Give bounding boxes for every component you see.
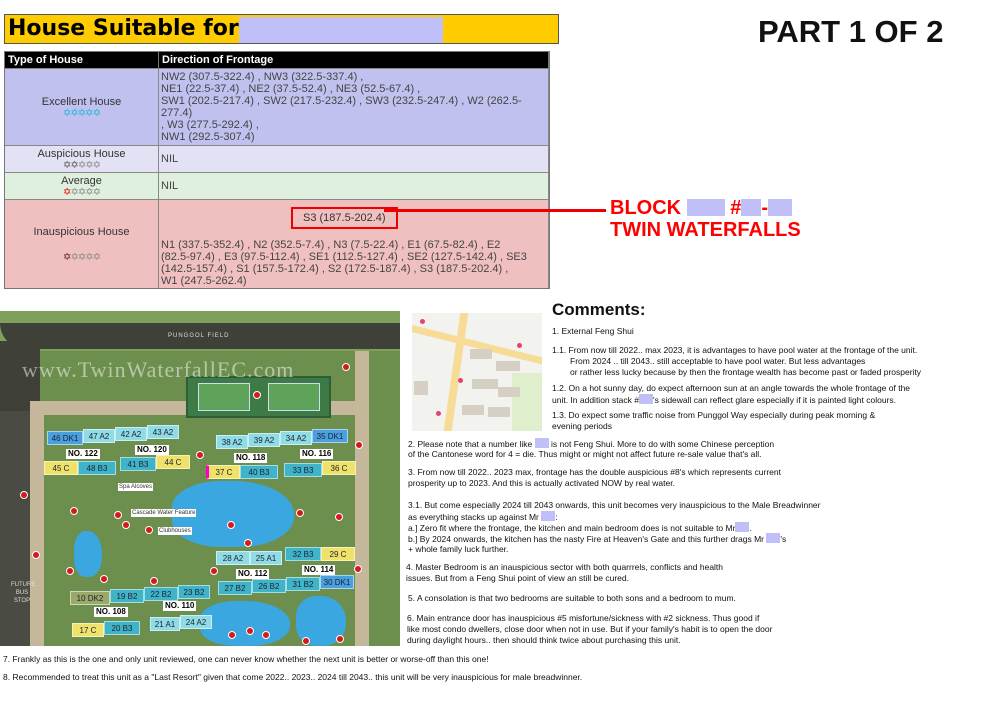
comment-line: evening periods	[552, 421, 613, 431]
map-pin-icon	[355, 441, 363, 449]
star-rating-icon: ✡✡✡✡✡	[63, 107, 100, 119]
unit-block: 46 DK1	[47, 431, 83, 445]
unit-block: 36 C	[322, 461, 356, 475]
unit-block: 26 B2	[252, 579, 286, 593]
direction-line: , W3 (277.5-292.4) ,	[161, 119, 259, 131]
map-pin-icon	[100, 575, 108, 583]
comment-text: b.] By 2024 onwards, the kitchen has the nasty Fire at Heaven's Gate and this further drags Mr	[408, 534, 764, 544]
table-row-auspicious	[5, 145, 549, 172]
block-number: NO. 118	[236, 453, 266, 462]
unit-block: 38 A2	[216, 435, 248, 449]
map-pin-icon	[302, 637, 310, 645]
unit-block: 24 A2	[180, 615, 212, 629]
type-label: Inauspicious House	[33, 225, 130, 238]
unit-block: 41 B3	[120, 457, 156, 471]
direction-line: (142.5-157.4) , S1 (157.5-172.4) , S2 (172.5-187.4) , S3 (187.5-202.4) ,	[161, 263, 509, 275]
unit-block: 29 C	[321, 547, 355, 561]
redacted-name	[735, 522, 752, 533]
map-pin-icon	[66, 567, 74, 575]
map-pin-icon	[114, 511, 122, 519]
type-label: Auspicious House	[37, 147, 126, 160]
direction-line: NE1 (22.5-37.4) , NE2 (37.5-52.4) , NE3 (52.5-67.4) ,	[161, 83, 421, 95]
comment-line: or rather less lucky because by then the frontage wealth has become past or faded prosperity	[570, 367, 922, 377]
unit-block: 22 B2	[144, 587, 178, 601]
direction-line: N1 (337.5-352.4) , N2 (352.5-7.4) , N3 (7.5-22.4) , E1 (67.5-82.4) , E2	[161, 239, 501, 251]
callout-dash: -	[761, 197, 769, 219]
block-number: NO. 120	[137, 445, 167, 454]
callout-arrow-line	[384, 209, 606, 212]
map-pin-icon	[354, 565, 362, 573]
unit-block: 39 A2	[248, 433, 280, 447]
comment-line: prosperity up to 2023. And this is actually activated NOW by real water.	[408, 478, 675, 488]
map-pin-icon	[336, 635, 344, 643]
map-pin-icon	[145, 526, 153, 534]
comment-line: + whole family luck further.	[408, 544, 509, 554]
direction-value: NIL	[159, 145, 549, 172]
map-pin-icon	[246, 627, 254, 635]
table-row-average	[5, 172, 549, 199]
title-banner	[4, 14, 559, 44]
unit-block: 25 A1	[250, 551, 282, 565]
comment-line: 1.1. From now till 2022.. max 2023, it is advantages to have pool water at the frontage of the unit.	[552, 345, 918, 355]
road-label: PUNGGOL FIELD	[168, 333, 230, 339]
page-title: House Suitable for	[8, 16, 239, 41]
block-number: NO. 122	[68, 449, 98, 458]
unit-block: 28 A2	[216, 551, 250, 565]
comments-heading: Comments:	[552, 300, 646, 319]
comment-line: of the Cantonese word for 4 = die. Thus might or might not affect future re-sale value that's all.	[408, 449, 762, 459]
unit-block: 32 B3	[285, 547, 321, 561]
direction-line: NW1 (292.5-307.4)	[161, 131, 255, 143]
comment-text: .	[749, 523, 752, 533]
unit-block: 21 A1	[150, 617, 180, 631]
comment-text: :	[555, 512, 558, 522]
map-pin-icon	[122, 521, 130, 529]
map-pin-icon	[342, 363, 350, 371]
comment-line: 5. A consolation is that two bedrooms are suitable to both sons and a bedroom to mum.	[408, 593, 736, 603]
type-label: Excellent House	[41, 95, 122, 108]
comment-text: is not Feng Shui. More to do with some Chinese perception	[551, 439, 775, 449]
unit-block: 40 B3	[240, 465, 278, 479]
unit-callout	[610, 197, 801, 241]
comment-text: unit. In addition stack #	[552, 395, 639, 405]
block-number: NO. 112	[238, 569, 268, 578]
unit-block: 48 B3	[78, 461, 116, 475]
table-header	[5, 52, 549, 68]
star-rating-icon: ✡✡✡✡✡	[63, 186, 100, 198]
map-pin-icon	[210, 567, 218, 575]
comment-line: issues. But from a Feng Shui point of view an still be cured.	[406, 573, 630, 583]
redacted-floor	[741, 199, 761, 216]
comment-text: 's sidewall can reflect glare especially if it is painted light colours.	[652, 395, 896, 405]
comment-line: during daylight hours.. then should think twice about purchasing this unit.	[407, 635, 681, 645]
direction-line: NW2 (307.5-322.4) , NW3 (322.5-337.4) ,	[161, 71, 364, 83]
block-number: NO. 108	[96, 607, 126, 616]
unit-block: 45 C	[44, 461, 78, 475]
redacted-name	[239, 17, 443, 43]
map-pin-icon	[20, 491, 28, 499]
header-type: Type of House	[5, 52, 159, 68]
block-number: NO. 110	[165, 601, 195, 610]
unit-block: 35 DK1	[312, 429, 348, 443]
unit-block: 10 DK2	[70, 591, 110, 605]
highlighted-direction: S3 (187.5-202.4)	[291, 207, 398, 229]
comment-text: as everything stacks up against Mr	[408, 512, 539, 522]
watermark: www.TwinWaterfallEC.com	[22, 357, 295, 382]
unit-block: 43 A2	[147, 425, 179, 439]
star-rating-icon: ✡✡✡✡✡	[63, 251, 100, 263]
direction-value: NIL	[159, 172, 549, 199]
unit-block: 20 B3	[104, 621, 140, 635]
frontage-table	[4, 51, 550, 289]
unit-block: 44 C	[156, 455, 190, 469]
direction-line: SW1 (202.5-217.4) , SW2 (217.5-232.4) , SW3 (232.5-247.4) , W2 (262.5-277.4)	[161, 95, 522, 119]
comment-line: 1.3. Do expect some traffic noise from Punggol Way especially during peak morning &	[552, 410, 876, 420]
callout-project-name: TWIN WATERFALLS	[610, 219, 801, 241]
comment-line: 8. Recommended to treat this unit as a "Last Resort" given that come 2022.. 2023.. 2024 till 2043.. this unit will be very inauspicious for male breadwinner.	[3, 672, 583, 682]
redacted-stack	[639, 394, 653, 404]
unit-block: 19 B2	[110, 589, 144, 603]
site-plan-image	[0, 311, 400, 646]
comment-text: a.] Zero fit where the frontage, the kitchen and main bedroom does is not suitable to Mr	[408, 523, 736, 533]
table-row-excellent	[5, 68, 549, 145]
facility-label: Spa Alcoves	[119, 484, 153, 490]
block-number: NO. 114	[304, 565, 334, 574]
unit-block: 33 B3	[284, 463, 322, 477]
callout-hash: #	[730, 197, 742, 219]
comment-line: 3.1. But come especially 2024 till 2043 onwards, this unit becomes very inauspicious to the Male Breadwinner	[408, 500, 821, 510]
callout-block-label: BLOCK	[610, 197, 682, 219]
comment-line: 3. From now till 2022.. 2023 max, frontage has the double auspicious #8's which represents current	[408, 467, 781, 477]
redacted-block	[687, 199, 725, 216]
unit-block: 23 B2	[178, 585, 210, 599]
facility-label: Cascade Water Feature	[132, 510, 196, 516]
direction-line: W1 (247.5-262.4)	[161, 275, 247, 287]
table-row-inauspicious	[5, 199, 549, 288]
comment-line: 6. Main entrance door has inauspicious #5 misfortune/sickness with #2 sickness. Thus good if	[407, 613, 760, 623]
facility-label: FUTURE BUS STOP	[11, 582, 36, 604]
unit-block: 34 A2	[280, 431, 312, 445]
unit-block: 42 A2	[115, 427, 147, 441]
redacted-unit	[768, 199, 792, 216]
redacted-number	[535, 438, 549, 448]
map-pin-icon	[150, 577, 158, 585]
type-label: Average	[61, 174, 102, 187]
map-pin-icon	[227, 521, 235, 529]
part-label: PART 1 OF 2	[758, 14, 944, 49]
comment-line	[552, 394, 896, 406]
map-pin-icon	[196, 451, 204, 459]
map-pin-icon	[228, 631, 236, 639]
map-pin-icon	[70, 507, 78, 515]
unit-block: 31 B2	[286, 577, 320, 591]
comment-text: 's	[780, 534, 787, 544]
map-pin-icon	[335, 513, 343, 521]
direction-line: (82.5-97.4) , E3 (97.5-112.4) , SE1 (112.5-127.4) , SE2 (127.5-142.4) , SE3	[161, 251, 527, 263]
comment-line: 1. External Feng Shui	[552, 326, 634, 336]
map-pin-icon	[296, 509, 304, 517]
star-rating-icon: ✡✡✡✡✡	[63, 159, 100, 171]
map-pin-icon	[244, 539, 252, 547]
comment-line: From 2024 .. till 2043.. still acceptable to have pool water. But less advantages	[570, 356, 866, 366]
redacted-name	[541, 511, 558, 522]
header-direction: Direction of Frontage	[159, 52, 549, 68]
map-pin-icon	[262, 631, 270, 639]
unit-block-highlighted: 37 C	[206, 465, 240, 479]
comment-line: 7. Frankly as this is the one and only unit reviewed, one can never know whether the next unit is better or worse-off than this one!	[3, 654, 489, 664]
block-number: NO. 116	[302, 449, 332, 458]
location-map-image	[412, 313, 542, 431]
unit-block: 27 B2	[218, 581, 252, 595]
map-pin-icon	[32, 551, 40, 559]
unit-block: 47 A2	[83, 429, 115, 443]
redacted-name	[766, 533, 780, 543]
unit-block: 30 DK1	[320, 575, 354, 589]
facility-label: Clubhouses	[159, 528, 191, 534]
unit-block: 17 C	[72, 623, 104, 637]
comment-line: like most condo dwellers, close door when not in use. But if your family's habit is to open the door	[407, 624, 773, 634]
comment-text: 2. Please note that a number like	[408, 439, 533, 449]
comment-line: 4. Master Bedroom is an inauspicious sector with both quarrrels, conflicts and health	[406, 562, 724, 572]
comment-line: 1.2. On a hot sunny day, do expect afternoon sun at an angle towards the whole frontage of the	[552, 383, 911, 393]
map-pin-icon	[253, 391, 261, 399]
